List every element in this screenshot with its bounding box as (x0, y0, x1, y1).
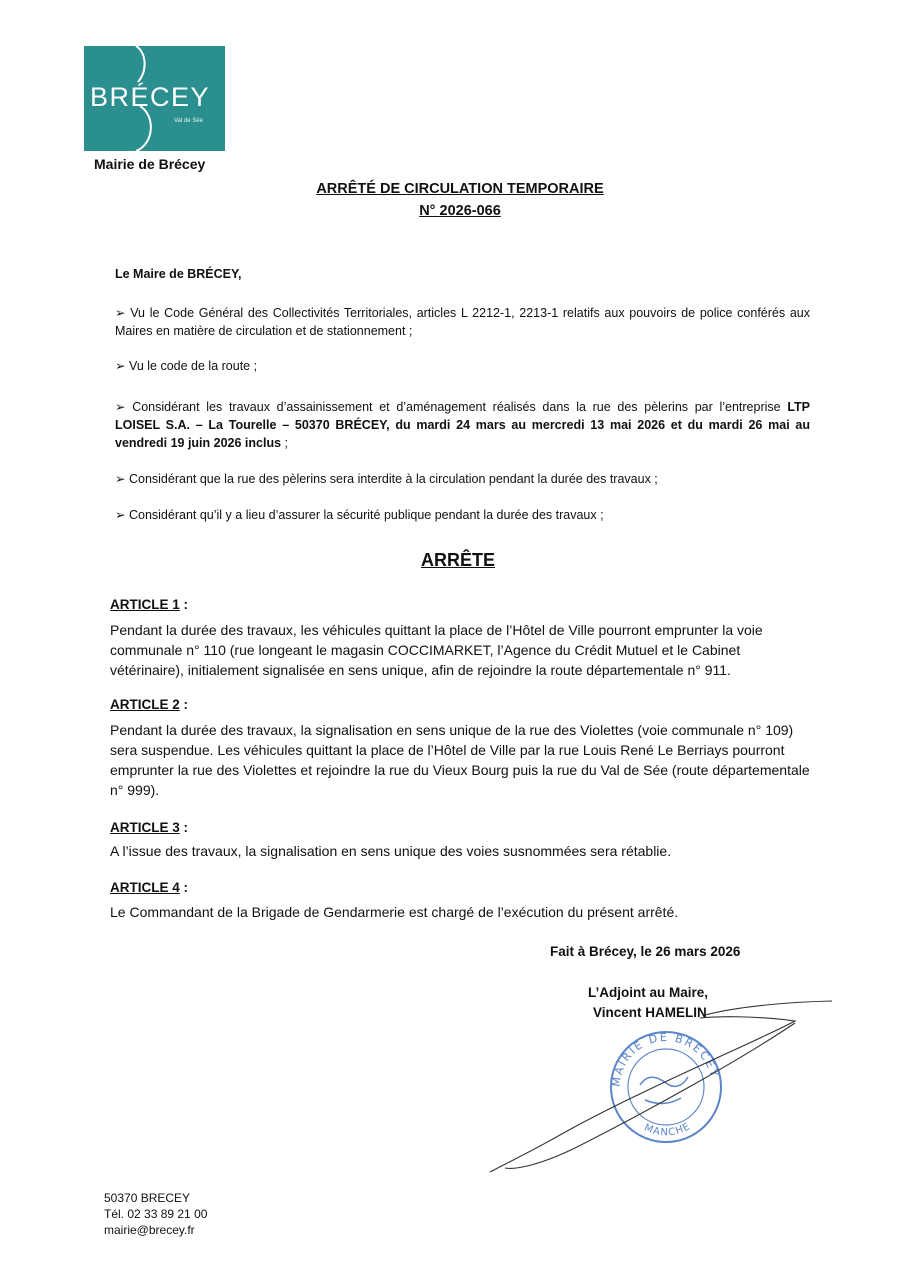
article-1-label: ARTICLE 1 (110, 597, 180, 612)
article-4-body: Le Commandant de la Brigade de Gendarmerie est chargé de l’exécution du présent arrêté. (110, 904, 679, 920)
vu-code-route-text: Vu le code de la route ; (128, 359, 258, 373)
stamp-top-text: MAIRIE DE BRÉCEY (609, 1030, 722, 1088)
decision-heading: ARRÊTE (420, 550, 495, 570)
article-3-body: A l’issue des travaux, la signalisation en sens unique des voies susnommées sera rétablie. (110, 843, 672, 859)
footer-email: mairie@brecey.fr (104, 1223, 195, 1237)
preamble-intro: Le Maire de BRÉCEY, (115, 267, 242, 281)
place-date: Fait à Brécey, le 26 mars 2026 (550, 944, 741, 959)
signatory-role: L’Adjoint au Maire, (588, 985, 709, 1000)
article-1-body: Pendant la durée des travaux, les véhicules quittant la place de l’Hôtel de Ville pourront emprunter la voie communale n° 110 (rue longeant le magasin COCCIMARKET, l’Agence du Crédit Mutuel et le Cabinet vétérinaire), initialement signalisée en sens unique, afin de rejoindre la route départementale n° 911. (110, 622, 763, 678)
footer-address: 50370 BRECEY (104, 1191, 191, 1205)
article-2-body: Pendant la durée des travaux, la signalisation en sens unique de la rue des Violettes (voie communale n° 109) sera suspendue. Les véhicules quittant la place de l’Hôtel de Ville par la rue Louis René Le Berriays pourront emprunter la rue des Violettes et rejoindre la rue du Vieux Bourg puis la rue du Val de Sée (route départementale n° 999). (110, 722, 810, 798)
bullet-arrow: ➢ (115, 359, 126, 373)
bullet-arrow: ➢ (115, 306, 126, 320)
footer-phone: Tél. 02 33 89 21 00 (104, 1207, 208, 1221)
mairie-label: Mairie de Brécey (94, 156, 206, 172)
stamp-bottom-text: MANCHE (642, 1120, 693, 1139)
article-2-label: ARTICLE 2 (110, 697, 180, 712)
article-4-colon: : (179, 880, 189, 895)
mairie-stamp (610, 1031, 721, 1142)
article-3-label: ARTICLE 3 (110, 820, 180, 835)
document-number: N° 2026-066 (419, 203, 501, 219)
article-2-colon: : (179, 697, 189, 712)
document-title: ARRÊTÉ DE CIRCULATION TEMPORAIRE (316, 181, 604, 197)
handwritten-signature (490, 1001, 832, 1172)
bullet-arrow: ➢ (115, 508, 126, 522)
article-1-colon: : (179, 597, 189, 612)
footer-contact (104, 1190, 207, 1238)
considerant-travaux-text: Considérant les travaux d’assainissement et d’aménagement réalisés dans la rue des pèlerins par l’entreprise (132, 400, 781, 414)
considerant-travaux-details: LTP LOISEL S.A. – La Tourelle – 50370 BRÉCEY, du mardi 24 mars au mercredi 13 mai 2026 et du mardi 26 mai au vendredi 19 juin 2026 inclus (115, 400, 810, 450)
bullet-arrow: ➢ (115, 472, 126, 486)
bullet-arrow: ➢ (115, 400, 126, 414)
svg-text:MANCHE (642, 1121, 692, 1139)
article-4-label: ARTICLE 4 (110, 880, 180, 895)
considerant-securite-text: Considérant qu’il y a lieu d’assurer la sécurité publique pendant la durée des travaux ; (128, 508, 604, 522)
considerant-travaux-end: ; (281, 436, 288, 450)
article-3-colon: : (179, 820, 189, 835)
vu-cgct-text: Vu le Code Général des Collectivités Territoriales, articles L 2212-1, 2213-1 relatifs aux pouvoirs de police conférés aux Maires en matière de circulation et de stationnement ; (115, 306, 810, 338)
considerant-interdiction-text: Considérant que la rue des pèlerins sera interdite à la circulation pendant la durée des travaux ; (128, 472, 658, 486)
signatory-name: Vincent HAMELIN (593, 1005, 707, 1020)
logo-name: BRÉCEY (90, 82, 211, 112)
logo-subtitle: Val de Sée (174, 118, 203, 124)
